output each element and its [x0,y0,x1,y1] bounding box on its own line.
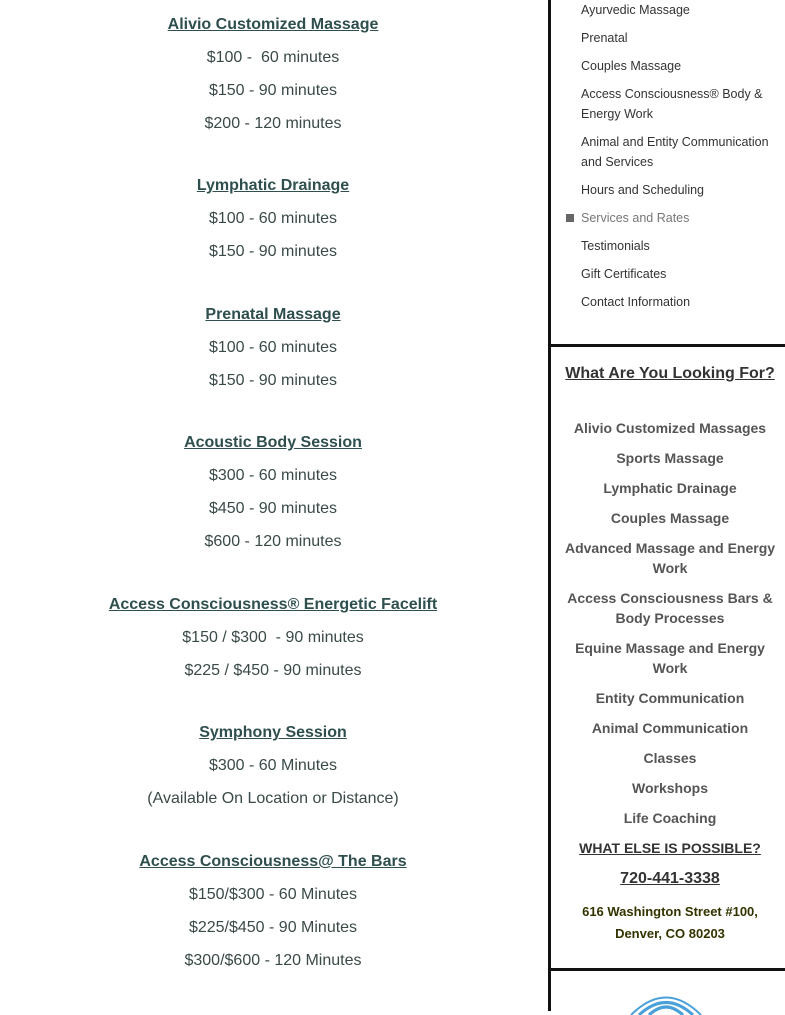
sidebar [548,0,785,1011]
sidebar-menu-item[interactable] [581,292,781,312]
looking-for-link[interactable]: Lymphatic Drainage [603,480,737,496]
divider [551,344,785,347]
price-line: $150 - 90 minutes [208,243,338,260]
sidebar-menu-item[interactable] [581,236,781,256]
price-line: $600 - 120 minutes [204,533,342,550]
looking-for-link[interactable]: Equine Massage and Energy Work [575,640,765,676]
menu-item-label: Hours and Scheduling [581,183,704,197]
active-bullet-icon [566,214,574,222]
looking-for-link[interactable]: Advanced Massage and Energy Work [564,540,776,576]
sidebar-menu-item[interactable] [581,56,781,76]
looking-for-link[interactable]: Workshops [632,780,708,796]
sidebar-menu-item[interactable] [581,84,781,124]
what-else-link[interactable]: WHAT ELSE IS POSSIBLE? [579,840,761,856]
sidebar-menu-item[interactable] [581,132,781,172]
address-line: Denver, CO 80203 [615,926,725,941]
looking-for-link[interactable]: Alivio Customized Massages [573,420,767,436]
looking-for-title: What Are You Looking For? [565,365,775,382]
service-group [0,433,546,552]
price-line: $100 - 60 minutes [206,49,340,66]
divider [551,968,785,971]
sidebar-menu-item[interactable] [581,0,781,20]
looking-for-link[interactable]: Life Coaching [623,810,717,826]
service-group [0,176,546,262]
price-line: $200 - 120 minutes [204,115,342,132]
service-title[interactable]: Access Consciousness@ The Bars [139,853,407,870]
menu-item-label: Services and Rates [581,211,690,225]
service-group [0,852,546,971]
phone-link[interactable]: 720-441-3338 [620,870,720,887]
service-title[interactable]: Access Consciousness® Energetic Facelift [108,596,438,613]
service-title[interactable]: Alivio Customized Massage [167,16,379,33]
menu-item-label: Ayurvedic Massage [581,3,690,17]
looking-for-link[interactable]: Entity Communication [595,690,745,706]
price-line: $225/$450 - 90 Minutes [188,919,358,936]
price-line: $150 - 90 minutes [208,82,338,99]
price-line: $225 / $450 - 90 minutes [184,662,362,679]
service-group [0,595,546,681]
menu-item-label: Gift Certificates [581,267,667,281]
service-title[interactable]: Lymphatic Drainage [196,177,350,194]
price-line: $300/$600 - 120 Minutes [184,952,362,969]
looking-for-link[interactable]: Access Consciousness Bars & Body Processes [567,590,773,626]
looking-for-link[interactable]: Couples Massage [610,510,730,526]
price-line: $150/$300 - 60 Minutes [188,886,358,903]
sidebar-menu-item[interactable] [581,208,781,228]
menu-item-label: Prenatal [581,31,628,45]
service-title[interactable]: Prenatal Massage [205,306,341,323]
sidebar-menu-item[interactable] [581,28,781,48]
menu-item-label: Animal and Entity Communication and Services [581,135,769,169]
price-line: $300 - 60 minutes [208,467,338,484]
looking-for-link[interactable]: Animal Communication [591,720,749,736]
service-title[interactable]: Acoustic Body Session [184,434,362,451]
price-line: $300 - 60 Minutes [208,757,338,774]
price-line: $150 - 90 minutes [208,372,338,389]
sidebar-menu-item[interactable] [581,264,781,284]
menu-item-label: Couples Massage [581,59,682,73]
service-group [0,305,546,391]
sidebar-menu-item[interactable] [581,180,781,200]
menu-item-label: Testimonials [581,239,650,253]
service-group [0,15,546,134]
price-line: $100 - 60 minutes [208,339,338,356]
address-line: 616 Washington Street #100, [582,904,758,919]
looking-for-link[interactable]: Classes [643,750,697,766]
menu-item-label: Contact Information [581,295,691,309]
price-line: $150 / $300 - 90 minutes [182,629,364,646]
price-line: $450 - 90 minutes [208,500,338,517]
menu-item-label: Access Consciousness® Body & Energy Work [581,87,763,121]
price-line: (Available On Location or Distance) [147,790,399,807]
price-line: $100 - 60 minutes [208,210,338,227]
service-group [0,723,546,809]
service-title[interactable]: Symphony Session [199,724,347,741]
looking-for-link[interactable]: Sports Massage [616,450,724,466]
